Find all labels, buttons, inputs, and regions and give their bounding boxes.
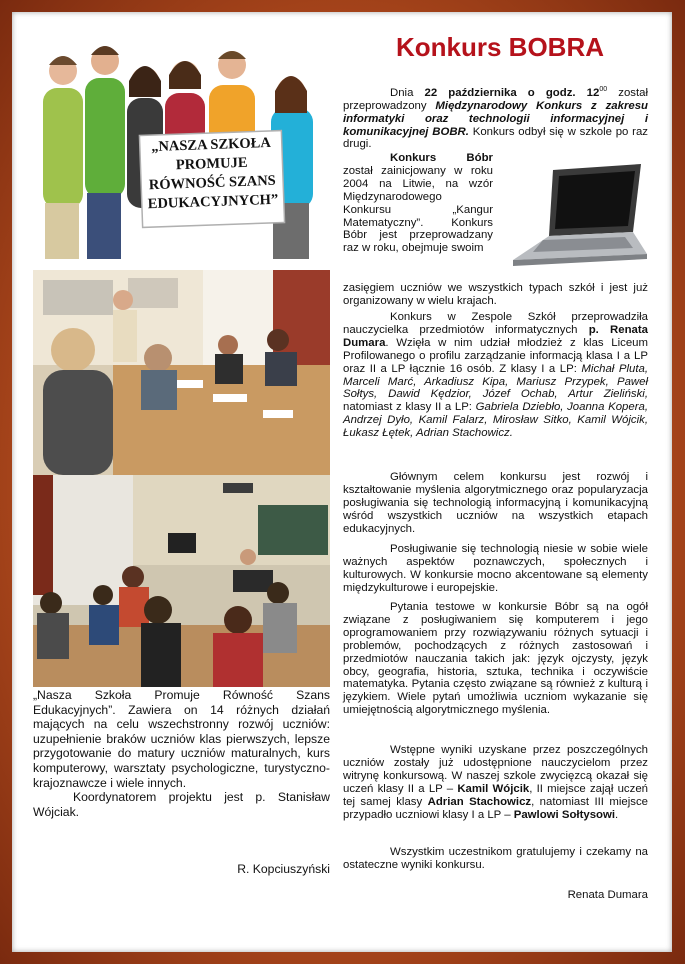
left-article-text bbox=[33, 688, 330, 819]
p3-text-c: natomiast z klasy II a LP: bbox=[343, 401, 476, 414]
article-paragraph-7 bbox=[343, 744, 648, 821]
p5-text: Posługiwanie się technologią niesie w sobie wiele ważnych aspektów poznawczych, społecznych i kulturowych. W konkursie mocno akcentowane są elementy międzykulturowe i europejskie. bbox=[343, 543, 648, 594]
left-paragraph-1: „Nasza Szkoła Promuje Równość Szans Edukacyjnych”. Zawiera on 14 różnych działań mających na celu wszechstronny rozwój uczniów: uzupełnienie braków uczniów klas pierwszych, lepsze przygotowanie do matury uczniów maturalnych, kurs komputerowy, warsztaty psychologiczne, turystyczno-krajoznawcze i wiele innych. bbox=[33, 688, 330, 790]
p7-text-a: Wstępne wyniki uzyskane przez poszczególnych uczniów zostały już udostępnione nauczycielom przez witrynę konkursową. W naszej szkole zwycięzcą okazał się uczeń klasy II a LP – bbox=[343, 744, 648, 795]
p1-contest-name: Międzynarodowy Konkurs z zakresu informatyki oraz technologii informacyjnej i komunikacyjnej BOBR. bbox=[343, 99, 649, 138]
laptop-image bbox=[505, 162, 650, 272]
p2-narrow-text: został zainicjowany w roku 2004 na Litwie, na wzór Międzynarodowego Konkursu „Kangur Matematyczny”. Konkurs Bóbr jest przeprowadzany raz w roku, obejmuje swoim bbox=[343, 164, 493, 255]
article-paragraph-6 bbox=[343, 601, 648, 717]
p6-text: Pytania testowe w konkursie Bóbr są na ogół związane z posługiwaniem się komputerem i jego oprogramowaniem przy rozwiązywaniu różnych sytuacji i problemów, pochodzących z różnych zastosowań i przedmiotów nauczania takich jak: język ojczysty, język obcy, geografia, historia, sztuka, technika i oczywiście matematyka. Pytania często związane są również z kulturą i językiem. Wiele pytań umożliwia uczniom wykazanie się umiejętnością algorytmicznego myślenia. bbox=[343, 601, 648, 717]
p1-date: 22 października o godz. 12 bbox=[424, 86, 600, 99]
p7-winner-3: Pawlowi Sołtysowi bbox=[513, 808, 616, 821]
p8-text: Wszystkim uczestnikom gratulujemy i czekamy na ostateczne wyniki konkursu. bbox=[343, 846, 648, 871]
article-paragraph-5 bbox=[343, 543, 648, 595]
left-paragraph-2: Koordynatorem projektu jest p. Stanisław Wójciak. bbox=[33, 790, 330, 819]
p1-text-c: Konkurs odbył się w szkole po raz drugi. bbox=[343, 125, 648, 151]
article-paragraph-4 bbox=[343, 471, 648, 536]
p1-text-b: został przeprowadzony bbox=[343, 86, 648, 112]
p3-names-2a: Gabriela Dziebło, Joanna Kopera, Andrzej Dyło, Kamil Falarz, Mirosław Sitko, Kamil Wójcik, Łukasz Łętek, Adrian Stachowicz. bbox=[343, 401, 649, 440]
p2-wide-text: zasięgiem uczniów we wszystkich typach szkół i jest już organizowany w wielu krajach. bbox=[343, 282, 648, 307]
banner-line-3: RÓWNOŚĆ SZANS bbox=[148, 172, 277, 194]
article-paragraph-2-wide bbox=[343, 282, 648, 308]
p3-names-1a: Michał Pluta, Marceli Marć, Arkadiusz Kipa, Mariusz Przypek, Paweł Sołtys, Dawid Kędzior, Józef Ochab, Artur Zieliński, bbox=[343, 362, 648, 401]
article-paragraph-3 bbox=[343, 311, 648, 440]
article-signature: Renata Dumara bbox=[567, 889, 648, 901]
article-paragraph-1 bbox=[343, 84, 648, 151]
article-paragraph-2-narrow bbox=[343, 152, 493, 255]
p7-winner-1: Kamil Wójcik bbox=[457, 782, 530, 795]
classroom-photo-2 bbox=[33, 475, 330, 687]
left-signature: R. Kopciuszyński bbox=[237, 862, 330, 876]
p1-text-a: Dnia bbox=[390, 86, 425, 99]
banner-line-2: PROMUJE bbox=[175, 154, 248, 174]
p3-text-a: Konkurs w Zespole Szkół przeprowadziła nauczycielka przedmiotów informatycznych bbox=[343, 311, 648, 336]
p3-text-b: . Wzięła w nim udział młodzież z klas Liceum Profilowanego o profilu zarządzanie informacją klasa I a LP oraz II a LP łącznie 16 osób. Z klasy I a LP: bbox=[343, 336, 648, 375]
article-paragraph-8 bbox=[343, 846, 648, 872]
banner-line-4: EDUKACYJNYCH” bbox=[147, 191, 279, 213]
page-title: Konkurs BOBRA bbox=[395, 32, 604, 62]
p7-text-c: , natomiast III miejsce przypadło uczniowi klasy I a LP – bbox=[343, 795, 648, 821]
p3-teacher: p. Renata Dumara bbox=[343, 323, 648, 349]
banner-line-1: „NASZA SZKOŁA bbox=[150, 134, 272, 156]
classroom-photo-1 bbox=[33, 270, 330, 475]
p7-text-b: , II miejsce zajął uczeń tej samej klasy bbox=[343, 782, 648, 808]
p1-date-sup: 00 bbox=[599, 86, 608, 93]
p4-text: Głównym celem konkursu jest rozwój i kształtowanie myślenia algorytmicznego oraz popularyzacja posługiwania się technologią informacyjną i komunikacyjną wśród wszystkich uczniów na wszystkich etapach edukacyjnych. bbox=[343, 471, 648, 535]
banner-text bbox=[140, 134, 285, 215]
p2-lead: Konkurs Bóbr bbox=[390, 152, 493, 164]
p7-winner-2: Adrian Stachowicz bbox=[427, 795, 532, 808]
p7-text-d: . bbox=[615, 808, 619, 821]
